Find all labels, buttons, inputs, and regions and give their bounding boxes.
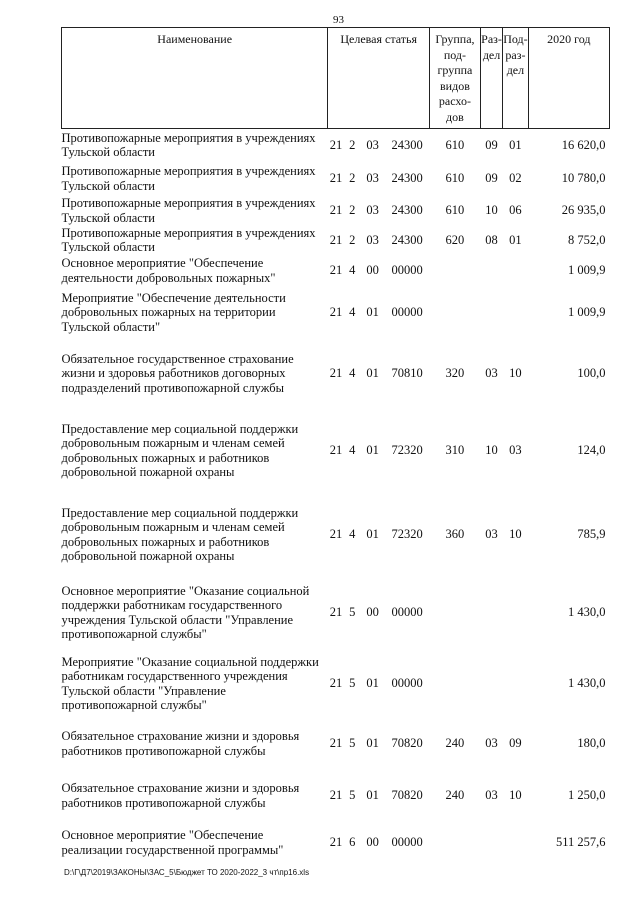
target-code-direction: 24300 bbox=[391, 171, 423, 186]
header-target-article: Целевая статья bbox=[328, 28, 430, 129]
section-code bbox=[480, 255, 502, 287]
target-code-subprogram: 2 bbox=[349, 138, 356, 152]
row-name: Противопожарные мероприятия в учреждениях Тульской области bbox=[61, 225, 316, 254]
target-code-program: 21 bbox=[329, 835, 343, 850]
target-code-subprogram: 2 bbox=[349, 203, 356, 218]
target-code-subprogram: 2 bbox=[349, 171, 356, 186]
subsection-code bbox=[503, 577, 528, 649]
amount-2020: 8 752,0 bbox=[568, 232, 606, 247]
target-code-subprogram: 4 bbox=[349, 305, 356, 320]
table-row bbox=[62, 255, 610, 287]
section-code: 03 bbox=[485, 366, 498, 381]
expense-group: 320 bbox=[445, 366, 465, 381]
target-code-event: 01 bbox=[366, 366, 379, 381]
section-code: 09 bbox=[485, 138, 498, 152]
target-code-event: 01 bbox=[366, 676, 379, 691]
target-code-subprogram: 6 bbox=[349, 835, 356, 850]
header-name: Наименование bbox=[62, 28, 328, 129]
target-code-program: 21 bbox=[329, 263, 343, 278]
amount-2020: 180,0 bbox=[577, 736, 606, 751]
subsection-code: 01 bbox=[509, 138, 522, 152]
table-row bbox=[62, 769, 610, 823]
expense-group: 610 bbox=[445, 171, 465, 186]
target-code-event: 03 bbox=[366, 203, 379, 218]
row-name: Обязательное страхование жизни и здоровья работников противопожарной службы bbox=[61, 781, 300, 810]
table-row bbox=[62, 409, 610, 493]
budget-table bbox=[61, 27, 610, 863]
table-row bbox=[62, 226, 610, 255]
expense-group: 240 bbox=[445, 788, 465, 803]
expense-group: 610 bbox=[445, 138, 465, 152]
expense-group: 620 bbox=[445, 232, 465, 247]
target-code-event: 01 bbox=[366, 736, 379, 751]
row-name: Основное мероприятие "Оказание социальной поддержки работникам государственного учреждения Тульской области "Управление противопожарной службы" bbox=[61, 583, 310, 641]
target-code-direction: 00000 bbox=[391, 605, 423, 620]
row-name: Обязательное государственное страхование жизни и здоровья работников договорных подразделений противопожарной службы bbox=[61, 351, 294, 395]
expense-group bbox=[430, 823, 481, 863]
target-code-direction: 00000 bbox=[391, 263, 423, 278]
table-body bbox=[62, 129, 610, 863]
amount-2020: 1 009,9 bbox=[568, 305, 606, 320]
row-name: Мероприятие "Оказание социальной поддержки работникам государственного учреждения Тульской области "Управление противопожарной службы" bbox=[61, 654, 319, 712]
subsection-code: 02 bbox=[509, 171, 522, 186]
table-row bbox=[62, 162, 610, 196]
subsection-code: 03 bbox=[509, 443, 522, 458]
row-name: Противопожарные мероприятия в учреждениях Тульской области bbox=[61, 196, 316, 225]
target-code-direction: 00000 bbox=[391, 305, 423, 320]
row-name: Противопожарные мероприятия в учреждениях Тульской области bbox=[61, 164, 316, 193]
target-code-program: 21 bbox=[329, 527, 343, 542]
target-code-direction: 70810 bbox=[391, 366, 423, 381]
target-code-direction: 00000 bbox=[391, 835, 423, 850]
target-code-program: 21 bbox=[329, 305, 343, 320]
subsection-code bbox=[503, 649, 528, 719]
amount-2020: 100,0 bbox=[577, 366, 606, 381]
file-path-footer: D:\Г\Д7\2019\ЗАКОНЫ\ЗАС_5\Бюджет ТО 2020-2022_3 чт\пр16.xls bbox=[64, 868, 310, 877]
section-code bbox=[480, 287, 502, 339]
amount-2020: 26 935,0 bbox=[561, 203, 606, 218]
target-code-subprogram: 4 bbox=[349, 527, 356, 542]
target-code-event: 01 bbox=[366, 443, 379, 458]
amount-2020: 10 780,0 bbox=[561, 171, 606, 186]
section-code: 09 bbox=[485, 171, 498, 186]
amount-2020: 124,0 bbox=[577, 443, 606, 458]
target-code-program: 21 bbox=[329, 138, 343, 152]
target-code-subprogram: 4 bbox=[349, 366, 356, 381]
table-row bbox=[62, 339, 610, 409]
expense-group bbox=[430, 577, 481, 649]
expense-group: 610 bbox=[445, 203, 465, 218]
target-code-direction: 70820 bbox=[391, 736, 423, 751]
table-row bbox=[62, 196, 610, 226]
subsection-code bbox=[503, 287, 528, 339]
header-subsection: Под- раз- дел bbox=[503, 28, 528, 129]
subsection-code: 10 bbox=[509, 366, 522, 381]
target-code-event: 00 bbox=[366, 605, 379, 620]
subsection-code: 09 bbox=[509, 736, 522, 751]
expense-group bbox=[430, 255, 481, 287]
target-code-direction: 24300 bbox=[391, 203, 423, 218]
table-row bbox=[62, 577, 610, 649]
section-code: 03 bbox=[485, 527, 498, 542]
target-code-event: 01 bbox=[366, 527, 379, 542]
row-name: Мероприятие "Обеспечение деятельности добровольных пожарных на территории Тульской области" bbox=[61, 290, 286, 334]
section-code bbox=[480, 577, 502, 649]
section-code: 03 bbox=[485, 736, 498, 751]
target-code-subprogram: 5 bbox=[349, 676, 356, 691]
target-code-event: 00 bbox=[366, 263, 379, 278]
row-name: Противопожарные мероприятия в учреждениях Тульской области bbox=[61, 130, 316, 160]
target-code-event: 03 bbox=[366, 138, 379, 152]
row-name: Обязательное страхование жизни и здоровья работников противопожарной службы bbox=[61, 729, 300, 758]
target-code-direction: 70820 bbox=[391, 788, 423, 803]
target-code-subprogram: 5 bbox=[349, 736, 356, 751]
expense-group: 310 bbox=[445, 443, 465, 458]
table-header-row bbox=[62, 28, 610, 129]
target-code-program: 21 bbox=[329, 366, 343, 381]
target-code-subprogram: 4 bbox=[349, 263, 356, 278]
target-code-event: 01 bbox=[366, 305, 379, 320]
table-row bbox=[62, 287, 610, 339]
target-code-direction: 00000 bbox=[391, 676, 423, 691]
target-code-direction: 72320 bbox=[391, 527, 423, 542]
table-row bbox=[62, 649, 610, 719]
section-code bbox=[480, 823, 502, 863]
subsection-code: 10 bbox=[509, 527, 522, 542]
target-code-program: 21 bbox=[329, 676, 343, 691]
target-code-subprogram: 5 bbox=[349, 788, 356, 803]
subsection-code bbox=[503, 255, 528, 287]
target-code-program: 21 bbox=[329, 736, 343, 751]
row-name: Предоставление мер социальной поддержки добровольным пожарным и членам семей добровольных пожарных и работников добровольной пожарной охраны bbox=[61, 421, 299, 479]
expense-group: 360 bbox=[445, 527, 465, 542]
row-name: Основное мероприятие "Обеспечение реализации государственной программы" bbox=[61, 828, 284, 857]
amount-2020: 511 257,6 bbox=[555, 835, 606, 850]
target-code-direction: 24300 bbox=[391, 138, 423, 152]
header-expense-group: Группа, под- группа видов расхо- дов bbox=[430, 28, 481, 129]
header-year: 2020 год bbox=[528, 28, 609, 129]
subsection-code bbox=[503, 823, 528, 863]
subsection-code: 10 bbox=[509, 788, 522, 803]
target-code-event: 01 bbox=[366, 788, 379, 803]
target-code-direction: 72320 bbox=[391, 443, 423, 458]
target-code-event: 00 bbox=[366, 835, 379, 850]
table-row bbox=[62, 129, 610, 162]
target-code-program: 21 bbox=[329, 203, 343, 218]
section-code: 10 bbox=[485, 203, 498, 218]
target-code-program: 21 bbox=[329, 171, 343, 186]
expense-group bbox=[430, 649, 481, 719]
target-code-program: 21 bbox=[329, 232, 343, 247]
target-code-event: 03 bbox=[366, 171, 379, 186]
section-code bbox=[480, 649, 502, 719]
subsection-code: 06 bbox=[509, 203, 522, 218]
table-row bbox=[62, 719, 610, 769]
target-code-subprogram: 2 bbox=[349, 232, 356, 247]
amount-2020: 1 250,0 bbox=[568, 788, 606, 803]
section-code: 03 bbox=[485, 788, 498, 803]
expense-group: 240 bbox=[445, 736, 465, 751]
target-code-direction: 24300 bbox=[391, 232, 423, 247]
target-code-subprogram: 4 bbox=[349, 443, 356, 458]
expense-group bbox=[430, 287, 481, 339]
target-code-program: 21 bbox=[329, 443, 343, 458]
table-row bbox=[62, 823, 610, 863]
page-number: 93 bbox=[333, 14, 344, 26]
section-code: 08 bbox=[485, 232, 498, 247]
amount-2020: 1 430,0 bbox=[568, 676, 606, 691]
header-section: Раз- дел bbox=[480, 28, 502, 129]
amount-2020: 1 009,9 bbox=[568, 263, 606, 278]
amount-2020: 1 430,0 bbox=[568, 605, 606, 620]
row-name: Предоставление мер социальной поддержки добровольным пожарным и членам семей добровольных пожарных и работников добровольной пожарной охраны bbox=[61, 505, 299, 563]
subsection-code: 01 bbox=[509, 232, 522, 247]
row-name: Основное мероприятие "Обеспечение деятельности добровольных пожарных" bbox=[61, 256, 276, 285]
target-code-program: 21 bbox=[329, 788, 343, 803]
target-code-subprogram: 5 bbox=[349, 605, 356, 620]
amount-2020: 16 620,0 bbox=[561, 138, 606, 152]
target-code-event: 03 bbox=[366, 232, 379, 247]
amount-2020: 785,9 bbox=[577, 527, 606, 542]
table-row bbox=[62, 493, 610, 577]
section-code: 10 bbox=[485, 443, 498, 458]
target-code-program: 21 bbox=[329, 605, 343, 620]
